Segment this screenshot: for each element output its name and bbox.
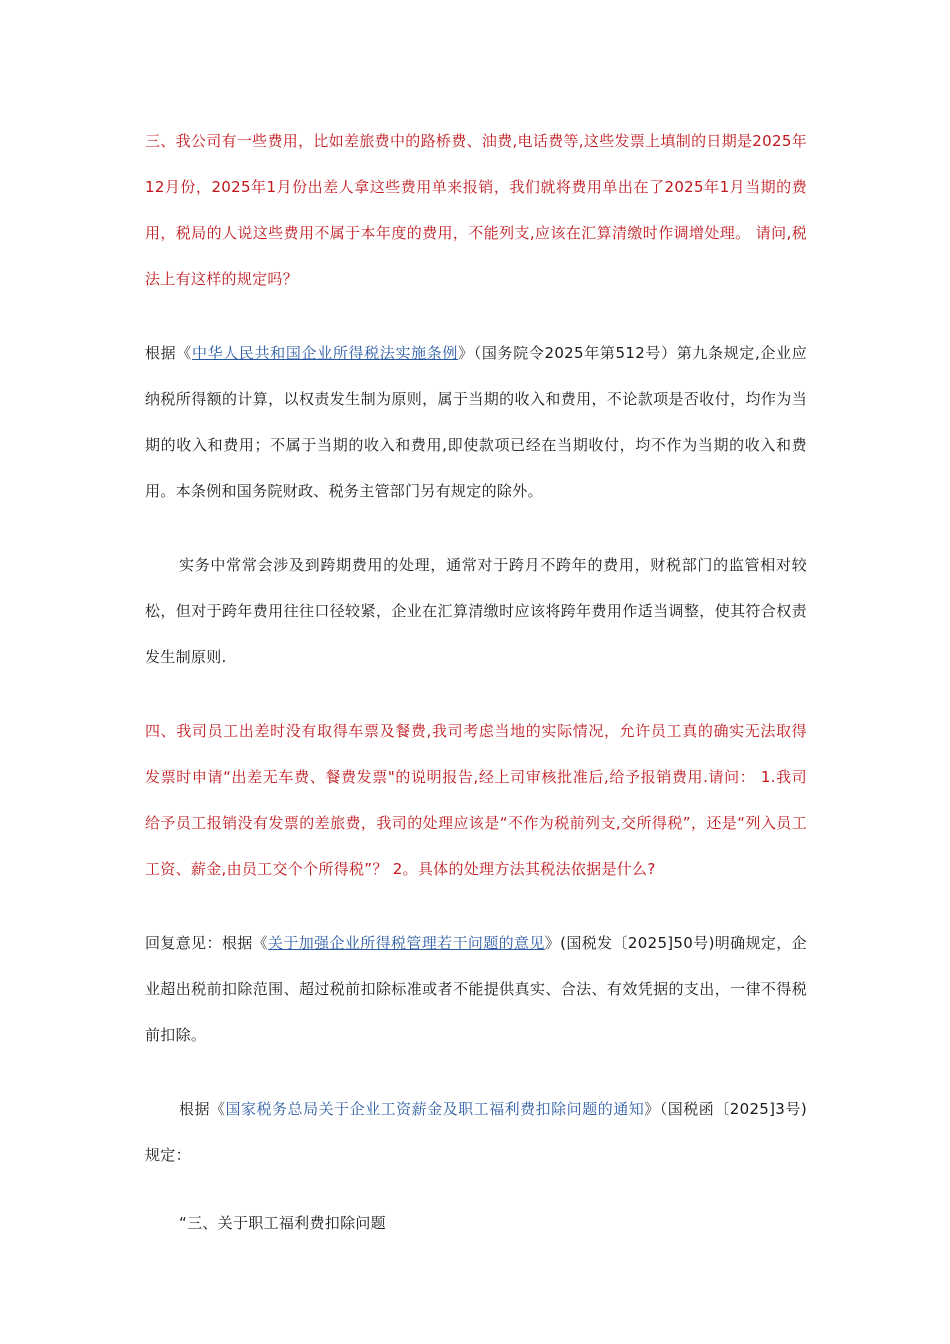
notice-prefix: 根据《 (179, 1100, 226, 1118)
quote-heading: “三、关于职工福利费扣除问题 (179, 1214, 386, 1232)
notice-paragraph (145, 1086, 807, 1178)
reply-body: 》(国税发〔2025]50号)明确规定，企业超出税前扣除范围、超过税前扣除标准或者不能提供真实、合法、有效凭据的支出，一律不得税前扣除。 (145, 934, 807, 1044)
notice-title-link[interactable]: 国家税务总局关于企业工资薪金及职工福利费扣除问题的通知 (225, 1100, 645, 1118)
regulation-link[interactable]: 中华人民共和国企业所得税法实施条例 (191, 344, 459, 362)
answer-three-body: 》（国务院令2025年第512号）第九条规定,企业应纳税所得额的计算，以权责发生制为原则，属于当期的收入和费用，不论款项是否收付，均作为当期的收入和费用；不属于当期的收入和费用,即使款项已经在当期收付，均不作为当期的收入和费用。本条例和国务院财政、税务主管部门另有规定的除外。 (145, 344, 808, 500)
answer-three-prefix: 根据《 (145, 344, 192, 362)
document-page (145, 118, 807, 1246)
question-three: 三、我公司有一些费用，比如差旅费中的路桥费、油费,电话费等,这些发票上填制的日期是2025年12月份，2025年1月份出差人拿这些费用单来报销，我们就将费用单出在了2025年1月当期的费用，税局的人说这些费用不属于本年度的费用，不能列支,应该在汇算清缴时作调增处理。 请问,税法上有这样的规定吗？ (145, 132, 807, 288)
question-four: 四、我司员工出差时没有取得车票及餐费,我司考虑当地的实际情况，允许员工真的确实无法取得发票时申请“出差无车费、餐费发票"的说明报告,经上司审核批准后,给予报销费用.请问： 1.我司给予员工报销没有发票的差旅费，我司的处理应该是“不作为税前列支,交所得税”，还是“列入员工工资、薪金,由员工交个个所得税”？ 2。具体的处理方法其税法依据是什么? (145, 722, 807, 878)
practice-paragraph: 实务中常常会涉及到跨期费用的处理，通常对于跨月不跨年的费用，财税部门的监管相对较松，但对于跨年费用往往口径较紧，企业在汇算清缴时应该将跨年费用作适当调整，使其符合权责发生制原则. (145, 556, 807, 666)
reply-paragraph (145, 920, 807, 1058)
opinion-link[interactable]: 关于加强企业所得税管理若干问题的意见 (268, 934, 545, 952)
notice-body: 》（国税函〔2025]3号)规定： (145, 1100, 807, 1164)
reply-prefix: 回复意见：根据《 (145, 934, 269, 952)
answer-three (145, 330, 807, 514)
